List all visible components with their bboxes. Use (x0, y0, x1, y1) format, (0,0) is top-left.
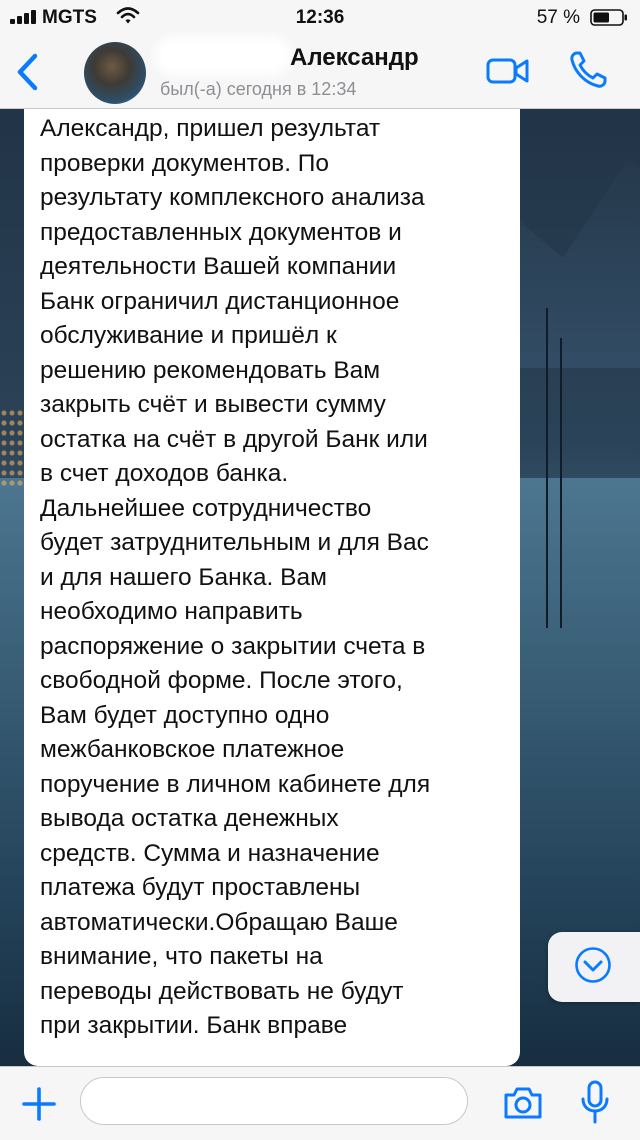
contact-name[interactable]: Александр (290, 44, 419, 71)
wallpaper-boat-mast (546, 308, 548, 628)
video-camera-icon[interactable] (486, 56, 530, 86)
plus-icon[interactable] (20, 1085, 58, 1123)
redacted-name-blur (162, 44, 284, 68)
phone-icon[interactable] (568, 50, 610, 90)
battery-icon (590, 9, 628, 26)
message-bubble[interactable] (24, 108, 520, 1066)
chevron-down-circle-icon (574, 946, 612, 984)
navigation-header (0, 0, 640, 109)
battery-percentage: 57 % (536, 7, 580, 28)
chevron-left-icon[interactable] (14, 52, 40, 92)
camera-icon[interactable] (502, 1085, 544, 1121)
last-seen-status: был(-а) сегодня в 12:34 (160, 79, 357, 99)
message-composer (0, 1066, 640, 1140)
message-text: Александр, пришел результат проверки документов. По результату комплексного анализа предоставленных документов и деятельности Вашей компании Банк ограничил дистанционное обслуживание и пришёл к решению рекомендовать Вам закрыть счёт и вывести сумму остатка на счёт в другой Банк или в счет доходов банка. Дальнейшее сотрудничество будет затруднительным и для Вас и для нашего Банка. Вам необходимо направить распоряжение о закрытии счета в свободной форме. После этого, Вам будет доступно одно межбанковское платежное поручение в личном кабинете для вывода остатка денежных средств. Сумма и назначение платежа будут проставлены автоматически.Обращаю Ваше внимание, что пакеты на переводы действовать не будут при закрытии. Банк вправе (40, 115, 431, 1039)
carrier-label: MGTS (42, 7, 97, 28)
contact-avatar[interactable] (84, 42, 146, 104)
status-time: 12:36 (295, 7, 345, 28)
microphone-icon[interactable] (580, 1079, 610, 1125)
status-bar (0, 0, 640, 36)
message-input[interactable] (80, 1077, 468, 1125)
scroll-to-bottom-button[interactable] (548, 932, 640, 1002)
wallpaper-boat-mast (560, 338, 562, 628)
